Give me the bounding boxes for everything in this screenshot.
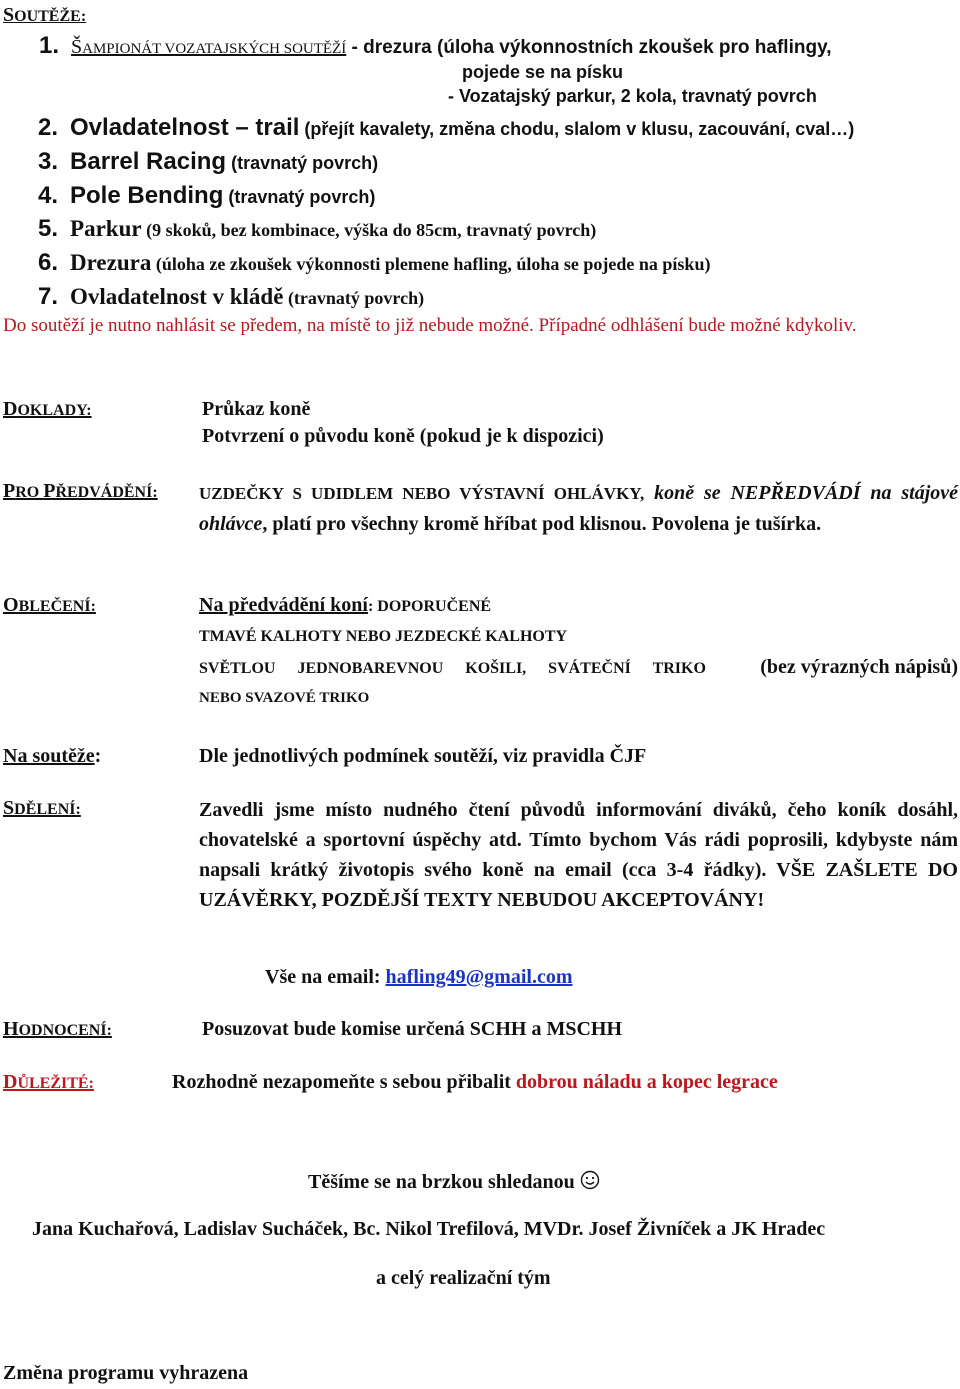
item-title: Barrel Racing xyxy=(70,148,227,175)
closing-greeting: Těšíme se na brzkou shledanou xyxy=(308,1170,600,1196)
label-na-souteze: Na soutěže: xyxy=(3,745,102,767)
label-sdeleni: SDĚLENÍ: xyxy=(3,797,81,819)
label-obleceni: OBLEČENÍ: xyxy=(3,594,96,616)
competition-item-4 xyxy=(38,182,375,210)
doklady-line-1: Průkaz koně xyxy=(202,398,311,420)
na-souteze-value: Dle jednotlivých podmínek soutěží, viz pravidla ČJF xyxy=(199,745,647,767)
item-detail: (přejít kavalety, změna chodu, slalom v klusu, zacouvání, cval…) xyxy=(299,119,855,139)
item-detail-line3: - Vozatajský parkur, 2 kola, travnatý povrch xyxy=(448,86,817,106)
item-number: 2. xyxy=(38,114,59,141)
item-title: Drezura xyxy=(70,250,152,275)
competition-item-5 xyxy=(38,215,596,243)
item-detail-line2: pojede se na písku xyxy=(462,62,624,82)
email-line: Vše na email: hafling49@gmail.com xyxy=(265,966,573,988)
competition-item-3 xyxy=(38,148,378,176)
item-number: 6. xyxy=(38,249,59,276)
label-pro-predvadeni: PRO PŘEDVÁDĚNÍ: xyxy=(3,480,158,502)
item-title: ŠAMPIONÁT VOZATAJSKÝCH SOUTĚŽÍ xyxy=(71,36,347,58)
item-number: 3. xyxy=(38,148,59,175)
email-link[interactable]: hafling49@gmail.com xyxy=(385,966,573,988)
hodnoceni-value: Posuzovat bude komise určená SCHH a MSCHH xyxy=(202,1018,623,1040)
item-detail: (travnatý povrch) xyxy=(226,153,379,173)
obleceni-line-1: Na předvádění koní: DOPORUČENÉ xyxy=(199,594,492,616)
competition-item-2 xyxy=(38,114,854,142)
obleceni-line-4: NEBO SVAZOVÉ TRIKO xyxy=(199,690,370,706)
item-detail: (úloha ze zkoušek výkonnosti plemene hafling, úloha se pojede na písku) xyxy=(151,254,711,274)
dulezite-value: Rozhodně nezapomeňte s sebou přibalit dobrou náladu a kopec legrace xyxy=(172,1071,778,1093)
label-hodnoceni: HODNOCENÍ: xyxy=(3,1018,112,1040)
obleceni-line-3: SVĚTLOU JEDNOBAREVNOU KOŠILI, SVÁTEČNÍ TRIKO (bez výrazných nápisů) xyxy=(199,656,958,678)
footer-note: Změna programu vyhrazena xyxy=(3,1362,249,1384)
registration-note: Do soutěží je nutno nahlásit se předem, na místě to již nebude možné. Případné odhlášení bude možné kdykoliv. xyxy=(3,315,857,336)
item-detail: (travnatý povrch) xyxy=(283,288,425,308)
organizers-team: a celý realizační tým xyxy=(376,1267,551,1289)
competition-item-6 xyxy=(38,249,710,277)
obleceni-line-2: TMAVÉ KALHOTY NEBO JEZDECKÉ KALHOTY xyxy=(199,628,568,645)
item-detail: (travnatý povrch) xyxy=(223,187,376,207)
sdeleni-text: Zavedli jsme místo nudného čtení původů informování diváků, čeho koník dosáhl, chovatelské a sportovní úspěchy atd. Tímto bychom Vás rádi poprosili, kdybyste nám napsali krátký životopis svého koně na email (cca 3-4 řádky). VŠE ZAŠLETE DO UZÁVĚRKY, POZDĚJŠÍ TEXTY NEBUDOU AKCEPTOVÁNY! xyxy=(199,799,958,911)
item-title: Parkur xyxy=(70,216,142,241)
item-detail: - drezura (úloha výkonnostních zkoušek pro haflingy, xyxy=(346,37,832,58)
doklady-line-2: Potvrzení o původu koně (pokud je k dispozici) xyxy=(202,425,604,447)
item-number: 1. xyxy=(39,32,60,59)
competition-item-7 xyxy=(38,283,424,311)
item-title: Ovladatelnost v kládě xyxy=(70,284,284,309)
predvadeni-text: UZDEČKY S UDIDLEM NEBO VÝSTAVNÍ OHLÁVKY, koně se NEPŘEDVÁDÍ na stájové ohlávce, platí pro všechny kromě hříbat pod klisnou. Povolena je tušírka. xyxy=(199,482,959,535)
item-number: 7. xyxy=(38,283,59,310)
item-title: Ovladatelnost – trail xyxy=(70,114,300,141)
label-dulezite: DŮLEŽITÉ: xyxy=(3,1071,94,1093)
organizers-names: Jana Kuchařová, Ladislav Sucháček, Bc. Nikol Trefilová, MVDr. Josef Živníček a JK Hradec xyxy=(32,1218,826,1240)
item-title: Pole Bending xyxy=(70,182,224,209)
item-number: 5. xyxy=(38,215,59,242)
section-heading: SOUTĚŽE: xyxy=(3,4,87,26)
item-number: 4. xyxy=(38,182,59,209)
item-detail: (9 skoků, bez kombinace, výška do 85cm, travnatý povrch) xyxy=(141,220,597,240)
label-doklady: DOKLADY: xyxy=(3,398,92,420)
smiley-face-icon xyxy=(580,1170,600,1196)
competition-item-1 xyxy=(39,32,832,60)
